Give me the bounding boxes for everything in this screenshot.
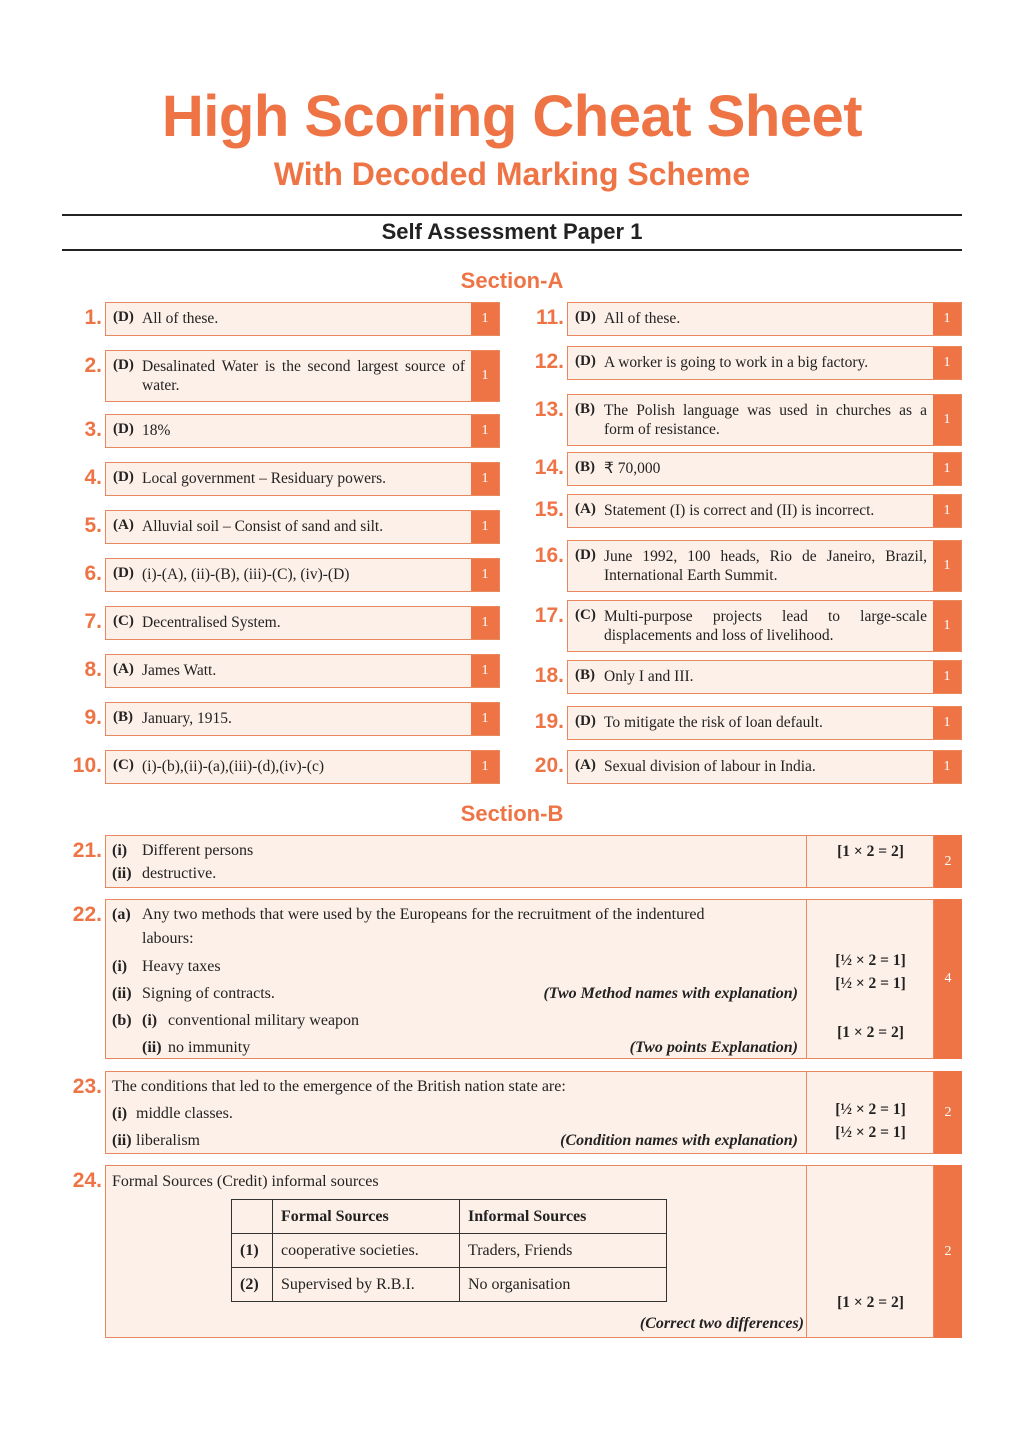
question-24	[62, 1165, 962, 1338]
answer-box	[105, 558, 500, 592]
option-label: (D)	[113, 357, 134, 373]
score-box	[807, 899, 934, 1059]
question-5	[62, 510, 500, 544]
table-header-row	[232, 1200, 667, 1234]
option-label: (C)	[113, 757, 134, 773]
option-label: (A)	[575, 501, 596, 517]
table-header-cell: Informal Sources	[460, 1200, 667, 1234]
table-header-cell: Formal Sources	[273, 1200, 460, 1234]
page-title: High Scoring Cheat Sheet	[161, 84, 863, 149]
answer-box	[567, 540, 962, 592]
option-label: (B)	[575, 667, 595, 683]
answer-text: (i)-(A), (ii)-(B), (iii)-(C), (iv)-(D)	[142, 566, 350, 583]
item-text: The conditions that led to the emergence of the British nation state are:	[112, 1078, 566, 1095]
table-cell: Traders, Friends	[460, 1234, 667, 1268]
table-cell: No organisation	[460, 1268, 667, 1302]
marks-badge: 2	[934, 1165, 962, 1338]
option-label: (D)	[113, 421, 134, 437]
item-label: (ii)	[112, 865, 132, 882]
answer-box	[105, 462, 500, 496]
answer-text: Desalinated Water is the second largest source of water.	[142, 358, 465, 394]
item-label: (a)	[112, 906, 131, 923]
question-14	[524, 452, 962, 486]
option-label: (C)	[575, 607, 596, 623]
marking-note: (Condition names with explanation)	[560, 1132, 798, 1149]
question-number: 9.	[84, 706, 102, 729]
option-label: (D)	[113, 469, 134, 485]
question-12	[524, 346, 962, 380]
answer-box	[567, 750, 962, 784]
question-number: 19.	[534, 710, 564, 733]
item-label: (i)	[112, 958, 128, 975]
item-label: (ii)	[112, 985, 132, 1002]
answer-box	[567, 394, 962, 446]
table-row	[232, 1268, 667, 1302]
option-label: (A)	[113, 661, 134, 677]
item-text: conventional military weapon	[168, 1012, 360, 1029]
item-label: (b)	[112, 1012, 132, 1029]
answer-box	[567, 600, 962, 652]
marks-badge: 4	[934, 899, 962, 1059]
question-6	[62, 558, 500, 592]
item-text: Signing of contracts.	[142, 985, 275, 1002]
question-7	[62, 606, 500, 640]
marks-badge: 1	[933, 541, 961, 591]
item-label: (ii)	[142, 1039, 162, 1056]
marking-note: (Two points Explanation)	[629, 1039, 798, 1056]
question-19	[524, 706, 962, 740]
answer-box	[105, 302, 500, 336]
marks-badge: 1	[933, 395, 961, 445]
question-number: 7.	[84, 610, 102, 633]
question-number: 17.	[534, 604, 564, 627]
score-text: [½ × 2 = 1]	[835, 1124, 906, 1141]
marking-note: (Two Method names with explanation)	[543, 985, 798, 1002]
marks-badge: 2	[934, 1071, 962, 1154]
question-18	[524, 660, 962, 694]
answer-text: Sexual division of labour in India.	[604, 758, 816, 775]
question-16	[524, 540, 962, 592]
option-label: (D)	[113, 565, 134, 581]
answer-text: Only I and III.	[604, 668, 694, 685]
answer-box	[105, 750, 500, 784]
question-number: 18.	[534, 664, 564, 687]
question-number: 13.	[534, 398, 564, 421]
question-number: 10.	[72, 754, 102, 777]
question-number: 11.	[535, 306, 564, 329]
answer-text: Multi-purpose projects lead to large-scale displacements and loss of livelihood.	[604, 608, 927, 644]
question-number: 3.	[84, 418, 102, 441]
option-label: (B)	[575, 459, 595, 475]
answer-text: June 1992, 100 heads, Rio de Janeiro, Brazil, International Earth Summit.	[604, 548, 927, 584]
question-number: 15.	[534, 498, 564, 521]
marks-badge: 1	[933, 303, 961, 335]
answer-box	[105, 899, 807, 1059]
answer-box	[567, 346, 962, 380]
answer-box	[105, 350, 500, 402]
question-number: 12.	[534, 350, 564, 373]
answer-text: Decentralised System.	[142, 614, 281, 631]
sources-table	[231, 1199, 667, 1302]
score-text: [½ × 2 = 1]	[835, 975, 906, 992]
answer-text: To mitigate the risk of loan default.	[604, 714, 823, 731]
table-cell: (1)	[232, 1234, 273, 1268]
score-box	[807, 1165, 934, 1338]
score-text: [1 × 2 = 2]	[837, 1294, 904, 1311]
answer-box	[105, 702, 500, 736]
marks-badge: 1	[471, 703, 499, 735]
marks-badge: 1	[471, 463, 499, 495]
marks-badge: 1	[933, 601, 961, 651]
item-text: Any two methods that were used by the Europeans for the recruitment of the indentured	[142, 906, 705, 923]
marks-badge: 1	[933, 751, 961, 783]
marks-badge: 1	[471, 511, 499, 543]
question-9	[62, 702, 500, 736]
answer-text: Statement (I) is correct and (II) is incorrect.	[604, 502, 875, 519]
question-number: 1.	[84, 306, 102, 329]
answer-box	[105, 654, 500, 688]
answer-box	[105, 510, 500, 544]
bottom-rule	[62, 249, 962, 251]
paper-title: Self Assessment Paper 1	[381, 219, 643, 244]
marks-badge: 1	[933, 453, 961, 485]
question-13	[524, 394, 962, 446]
answer-box	[105, 606, 500, 640]
item-text: destructive.	[142, 865, 217, 882]
score-text: [½ × 2 = 1]	[835, 952, 906, 969]
question-number: 5.	[84, 514, 102, 537]
answer-text: Alluvial soil – Consist of sand and silt.	[142, 518, 384, 535]
question-3	[62, 414, 500, 448]
item-label: (ii)	[112, 1132, 132, 1149]
item-text: Heavy taxes	[142, 958, 221, 975]
option-label: (A)	[113, 517, 134, 533]
question-10	[62, 750, 500, 784]
question-17	[524, 600, 962, 652]
marks-badge: 1	[933, 495, 961, 527]
answer-text: 18%	[142, 422, 171, 439]
answer-box	[105, 414, 500, 448]
option-label: (B)	[113, 709, 133, 725]
question-number: 20.	[534, 754, 564, 777]
marks-badge: 1	[471, 303, 499, 335]
question-20	[524, 750, 962, 784]
item-text: liberalism	[136, 1132, 200, 1149]
score-box	[807, 1071, 934, 1154]
page-subtitle: With Decoded Marking Scheme	[273, 156, 751, 192]
marks-badge: 1	[471, 415, 499, 447]
question-1	[62, 302, 500, 336]
score-box	[807, 835, 934, 888]
item-label: (i)	[112, 1105, 128, 1122]
score-text: [1 × 2 = 2]	[837, 1024, 904, 1041]
answer-text: A worker is going to work in a big factory.	[604, 354, 869, 371]
answer-text: (i)-(b),(ii)-(a),(iii)-(d),(iv)-(c)	[142, 758, 325, 775]
option-label: (C)	[113, 613, 134, 629]
answer-text: James Watt.	[142, 662, 217, 679]
answer-box	[567, 452, 962, 486]
question-number: 2.	[84, 354, 102, 377]
item-text: no immunity	[168, 1039, 251, 1056]
table-cell: (2)	[232, 1268, 273, 1302]
question-number: 22.	[72, 903, 102, 926]
marks-badge: 1	[933, 707, 961, 739]
table-row	[232, 1234, 667, 1268]
marks-badge: 2	[934, 835, 962, 888]
answer-box	[567, 302, 962, 336]
answer-text: All of these.	[142, 310, 219, 327]
answer-text: Local government – Residuary powers.	[142, 470, 387, 487]
top-rule	[62, 214, 962, 216]
question-number: 23.	[72, 1075, 102, 1098]
table-header-cell	[232, 1200, 273, 1234]
answer-box	[567, 706, 962, 740]
question-23	[62, 1071, 962, 1154]
option-label: (D)	[575, 713, 596, 729]
answer-text: ₹ 70,000	[604, 460, 661, 477]
question-number: 8.	[84, 658, 102, 681]
question-number: 24.	[72, 1169, 102, 1192]
answer-text: January, 1915.	[142, 710, 232, 727]
question-22	[62, 899, 962, 1059]
answer-box	[105, 835, 807, 888]
option-label: (B)	[575, 401, 595, 417]
item-label: (i)	[112, 842, 128, 859]
marks-badge: 1	[471, 351, 499, 401]
section-a-heading: Section-A	[460, 268, 564, 293]
marking-note: (Correct two differences)	[639, 1315, 804, 1332]
answer-text: All of these.	[604, 310, 681, 327]
question-number: 14.	[534, 456, 564, 479]
question-21	[62, 835, 962, 888]
marks-badge: 1	[471, 559, 499, 591]
option-label: (D)	[575, 309, 596, 325]
table-cell: Supervised by R.B.I.	[273, 1268, 460, 1302]
item-text: labours:	[142, 930, 194, 947]
answer-box	[567, 494, 962, 528]
item-text: middle classes.	[136, 1105, 233, 1122]
marks-badge: 1	[471, 655, 499, 687]
item-text: Formal Sources (Credit) informal sources	[112, 1173, 379, 1190]
score-text: [1 × 2 = 2]	[837, 843, 904, 860]
score-text: [½ × 2 = 1]	[835, 1101, 906, 1118]
answer-box	[105, 1071, 807, 1154]
question-2	[62, 350, 500, 402]
marks-badge: 1	[933, 661, 961, 693]
section-b-heading: Section-B	[460, 801, 564, 826]
answer-box	[567, 660, 962, 694]
question-number: 6.	[84, 562, 102, 585]
question-4	[62, 462, 500, 496]
question-15	[524, 494, 962, 528]
marks-badge: 1	[471, 751, 499, 783]
question-number: 16.	[534, 544, 564, 567]
option-label: (D)	[575, 547, 596, 563]
question-number: 21.	[72, 839, 102, 862]
answer-box	[105, 1165, 807, 1338]
item-text: Different persons	[142, 842, 254, 859]
answer-text: The Polish language was used in churches as a form of resistance.	[604, 402, 927, 438]
option-label: (A)	[575, 757, 596, 773]
table-cell: cooperative societies.	[273, 1234, 460, 1268]
option-label: (D)	[113, 309, 134, 325]
question-8	[62, 654, 500, 688]
item-label: (i)	[142, 1012, 158, 1029]
marks-badge: 1	[933, 347, 961, 379]
question-11	[524, 302, 962, 336]
option-label: (D)	[575, 353, 596, 369]
question-number: 4.	[84, 466, 102, 489]
marks-badge: 1	[471, 607, 499, 639]
